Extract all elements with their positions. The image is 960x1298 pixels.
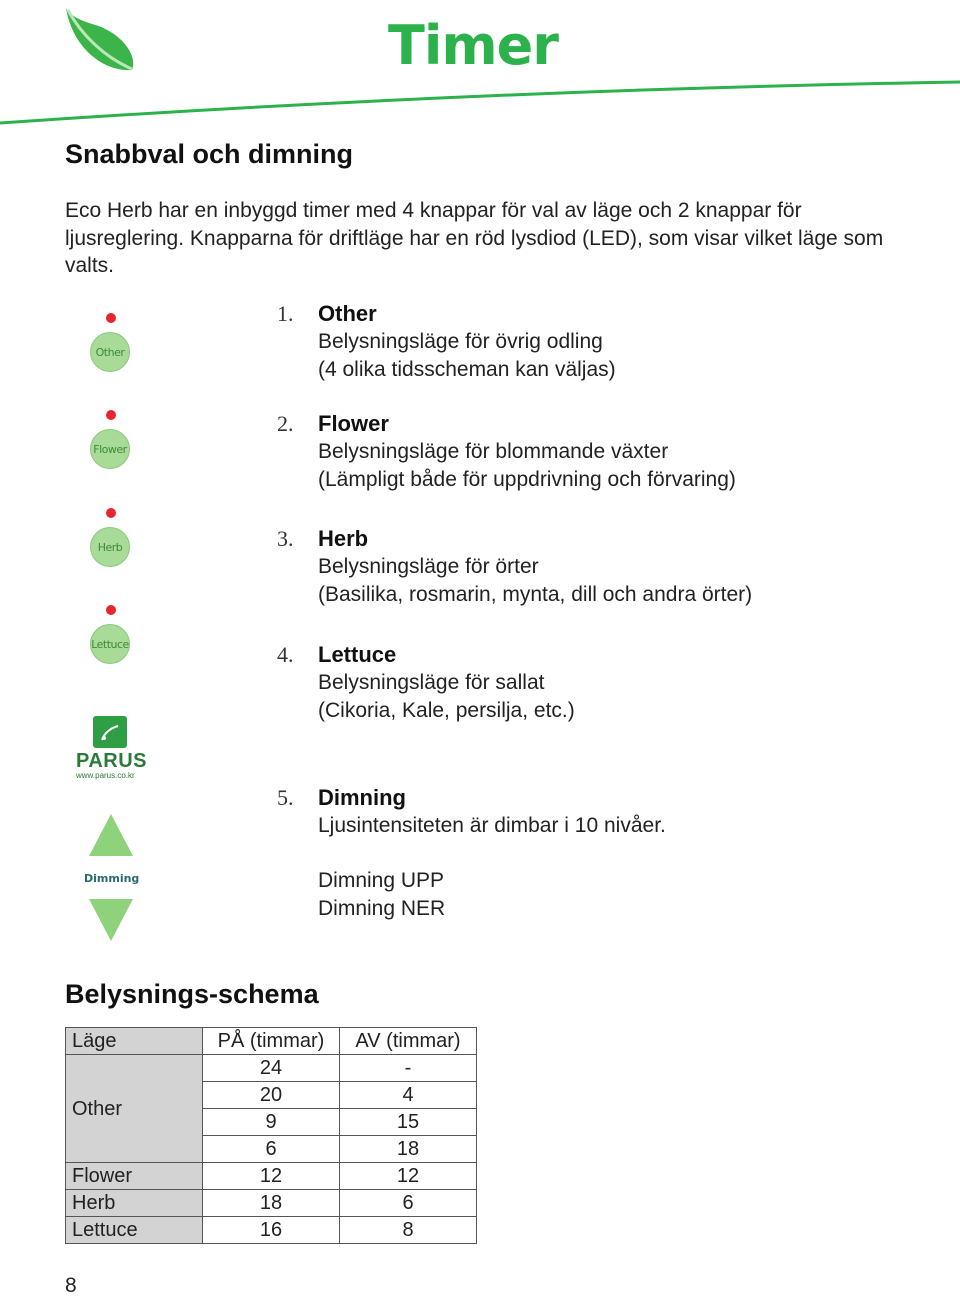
table-row xyxy=(66,1190,477,1217)
led-indicator-icon xyxy=(106,508,116,518)
item-description: Belysningsläge för blommande växter xyxy=(318,440,669,463)
dimming-up-text: Dimning UPP xyxy=(318,869,445,892)
off-hours-cell: 4 xyxy=(340,1082,477,1109)
parus-logo-mark-icon xyxy=(93,716,127,748)
item-number: 1. xyxy=(277,301,294,326)
dimming-down-text: Dimning NER xyxy=(318,897,446,920)
item-title: Lettuce xyxy=(318,642,397,667)
section-heading-schedule: Belysnings-schema xyxy=(65,979,319,1009)
led-indicator-icon xyxy=(106,605,116,615)
item-description: Ljusintensiteten är dimbar i 10 nivåer. xyxy=(318,814,666,837)
table-row xyxy=(66,1217,477,1244)
table-header-row xyxy=(66,1028,477,1055)
off-hours-cell: - xyxy=(340,1055,477,1082)
on-hours-cell: 12 xyxy=(203,1163,340,1190)
on-hours-cell: 18 xyxy=(203,1190,340,1217)
mode-cell: Lettuce xyxy=(66,1217,203,1244)
item-description: Belysningsläge för örter xyxy=(318,555,539,578)
item-title: Flower xyxy=(318,411,389,436)
column-header-on-hours: PÅ (timmar) xyxy=(203,1028,340,1055)
parus-logo-word: PARUS xyxy=(76,750,148,772)
dimming-down-button[interactable] xyxy=(87,897,135,943)
off-hours-cell: 12 xyxy=(340,1163,477,1190)
item-note: (Basilika, rosmarin, mynta, dill och andra örter) xyxy=(318,583,753,606)
item-description: Belysningsläge för övrig odling xyxy=(318,330,603,353)
off-hours-cell: 8 xyxy=(340,1217,477,1244)
section-heading-quick-select: Snabbval och dimning xyxy=(65,139,354,169)
herb-mode-button[interactable]: Herb xyxy=(90,527,130,567)
column-header-mode: Läge xyxy=(66,1028,203,1055)
parus-logo xyxy=(76,716,148,780)
on-hours-cell: 6 xyxy=(203,1136,340,1163)
mode-cell: Herb xyxy=(66,1190,203,1217)
item-note: (Lämpligt både för uppdrivning och förvaring) xyxy=(318,468,736,491)
item-number: 5. xyxy=(277,785,294,810)
item-title: Other xyxy=(318,301,377,326)
item-note: (4 olika tidsscheman kan väljas) xyxy=(318,358,616,381)
lettuce-mode-button[interactable]: Lettuce xyxy=(90,624,130,664)
dimming-label: Dimming xyxy=(84,872,140,885)
on-hours-cell: 9 xyxy=(203,1109,340,1136)
item-number: 3. xyxy=(277,526,294,551)
item-number: 2. xyxy=(277,411,294,436)
on-hours-cell: 16 xyxy=(203,1217,340,1244)
off-hours-cell: 18 xyxy=(340,1136,477,1163)
intro-paragraph: Eco Herb har en inbyggd timer med 4 knappar för val av läge och 2 knappar för ljusreglering. Knapparna för driftläge har en röd lysdiod (LED), som visar vilket läge som valts. xyxy=(65,199,884,277)
on-hours-cell: 20 xyxy=(203,1082,340,1109)
led-indicator-icon xyxy=(106,313,116,323)
page-title: Timer xyxy=(388,14,558,77)
column-header-off-hours: AV (timmar) xyxy=(340,1028,477,1055)
mode-cell: Other xyxy=(66,1055,203,1163)
dimming-up-button[interactable] xyxy=(87,812,135,858)
item-note: (Cikoria, Kale, persilja, etc.) xyxy=(318,699,575,722)
off-hours-cell: 6 xyxy=(340,1190,477,1217)
off-hours-cell: 15 xyxy=(340,1109,477,1136)
parus-logo-url: www.parus.co.kr xyxy=(76,771,135,780)
table-row xyxy=(66,1163,477,1190)
lighting-schedule-table xyxy=(65,1027,477,1244)
flower-mode-button[interactable]: Flower xyxy=(90,429,130,469)
on-hours-cell: 24 xyxy=(203,1055,340,1082)
item-number: 4. xyxy=(277,642,294,667)
mode-cell: Flower xyxy=(66,1163,203,1190)
led-indicator-icon xyxy=(106,410,116,420)
other-mode-button[interactable]: Other xyxy=(90,332,130,372)
leaf-logo-icon xyxy=(62,6,138,74)
item-title: Herb xyxy=(318,526,369,551)
item-title: Dimning xyxy=(318,785,406,810)
item-description: Belysningsläge för sallat xyxy=(318,671,545,694)
page-number: 8 xyxy=(65,1274,77,1297)
table-row xyxy=(66,1055,477,1082)
